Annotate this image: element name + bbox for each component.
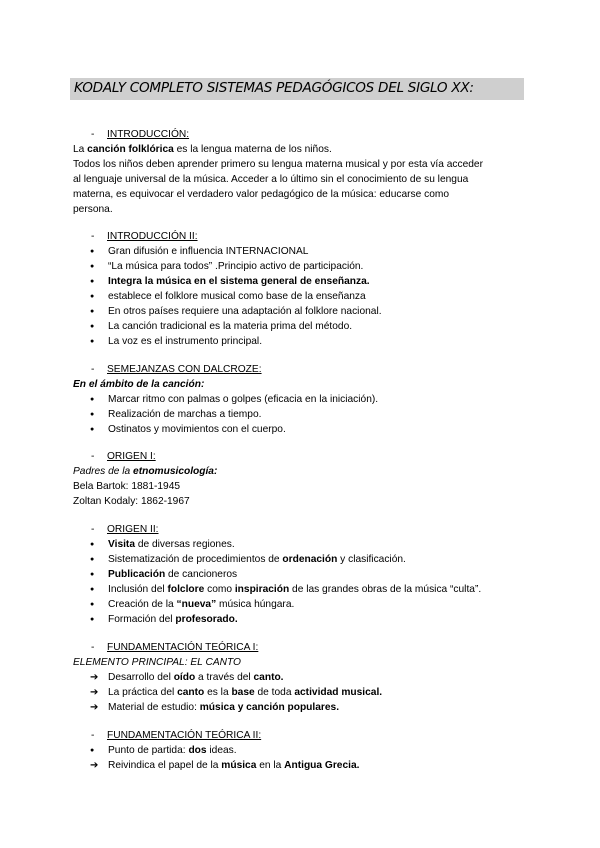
section-fundamentacion-2	[73, 728, 543, 773]
subheading: Padres de la etnomusicología:	[73, 466, 218, 477]
list-item: ● Sistematización de procedimientos de ordenación y clasificación.	[73, 552, 543, 567]
arrow-icon	[90, 685, 108, 700]
arrow-icon	[90, 670, 108, 685]
subheading: En el ámbito de la canción:	[73, 379, 205, 390]
list-item: ➔ Reivindica el papel de la música en la Antigua Grecia.	[73, 758, 543, 773]
bullet-icon	[90, 552, 108, 568]
bullet-icon	[90, 537, 108, 553]
bullet-icon	[90, 743, 108, 759]
bullet-icon	[90, 612, 108, 628]
bullet-icon	[90, 259, 108, 275]
section-origen-1	[73, 449, 543, 509]
list-item: ● Ostinatos y movimientos con el cuerpo.	[73, 422, 543, 437]
subheading: ELEMENTO PRINCIPAL: EL CANTO	[73, 657, 241, 668]
list-item: ● Inclusión del folclore como inspiración de las grandes obras de la música “culta”.	[73, 582, 543, 597]
page-title: KODALY COMPLETO SISTEMAS PEDAGÓGICOS DEL SIGLO XX:	[74, 80, 474, 96]
bullet-icon	[90, 319, 108, 335]
list-item: ● Publicación de cancioneros	[73, 567, 543, 582]
section-intro-2	[73, 229, 543, 349]
bullet-icon	[90, 244, 108, 260]
list-item: ● “La música para todos” .Principio activo de participación.	[73, 259, 543, 274]
paragraph-line: materna, es equivocar el verdadero valor pedagógico de la música: educarse como	[73, 189, 450, 200]
bullet-icon	[90, 274, 108, 290]
list-item: ● Formación del profesorado.	[73, 612, 543, 627]
bullet-icon	[90, 407, 108, 423]
list-item: ● Realización de marchas a tiempo.	[73, 407, 543, 422]
list-item: ➔ La práctica del canto es la base de toda actividad musical.	[73, 685, 543, 700]
bullet-icon	[90, 304, 108, 320]
paragraph-line: al lenguaje universal de la música. Acceder a lo último sin el conocimiento de su lengua	[73, 174, 469, 185]
list-item: ➔ Desarrollo del oído a través del canto.	[73, 670, 543, 685]
bullet-icon	[90, 582, 108, 598]
section-intro	[73, 127, 543, 217]
list-item: ● Marcar ritmo con palmas o golpes (eficacia en la iniciación).	[73, 392, 543, 407]
list-item: ● En otros países requiere una adaptación al folklore nacional.	[73, 304, 543, 319]
paragraph-line: La canción folklórica es la lengua materna de los niños.	[73, 144, 332, 155]
bullet-icon	[90, 334, 108, 350]
section-dalcroze	[73, 362, 543, 437]
list-item: ● Gran difusión e influencia INTERNACIONAL	[73, 244, 543, 259]
list-item: ● Creación de la “nueva” música húngara.	[73, 597, 543, 612]
section-heading: - SEMEJANZAS CON DALCROZE:	[91, 364, 262, 375]
section-heading: - ORIGEN I:	[91, 451, 156, 462]
section-fundamentacion-1	[73, 640, 543, 715]
list-item: ● La voz es el instrumento principal.	[73, 334, 543, 349]
list-item: ● establece el folklore musical como base de la enseñanza	[73, 289, 543, 304]
bullet-icon	[90, 392, 108, 408]
section-heading: - FUNDAMENTACIÓN TEÓRICA I:	[91, 642, 259, 653]
bullet-icon	[90, 289, 108, 305]
paragraph-line: Bela Bartok: 1881-1945	[73, 481, 181, 492]
paragraph-line: persona.	[73, 204, 113, 215]
bullet-icon	[90, 597, 108, 613]
section-heading: - INTRODUCCIÓN II:	[91, 231, 198, 242]
bullet-icon	[90, 567, 108, 583]
list-item: ● Visita de diversas regiones.	[73, 537, 543, 552]
section-heading: - INTRODUCCIÓN:	[91, 129, 190, 140]
list-item: ● La canción tradicional es la materia prima del método.	[73, 319, 543, 334]
list-item: ● Integra la música en el sistema general de enseñanza.	[73, 274, 543, 289]
bullet-icon	[90, 422, 108, 438]
list-item: ● Punto de partida: dos ideas.	[73, 743, 543, 758]
section-heading: - FUNDAMENTACIÓN TEÓRICA II:	[91, 730, 262, 741]
paragraph-line: Todos los niños deben aprender primero su lengua materna musical y por esta vía acceder	[73, 159, 483, 170]
arrow-icon	[90, 700, 108, 715]
list-item: ➔ Material de estudio: música y canción populares.	[73, 700, 543, 715]
section-origen-2	[73, 522, 543, 627]
paragraph-line: Zoltan Kodaly: 1862-1967	[73, 496, 190, 507]
arrow-icon	[90, 758, 108, 773]
section-heading: - ORIGEN II:	[91, 524, 159, 535]
